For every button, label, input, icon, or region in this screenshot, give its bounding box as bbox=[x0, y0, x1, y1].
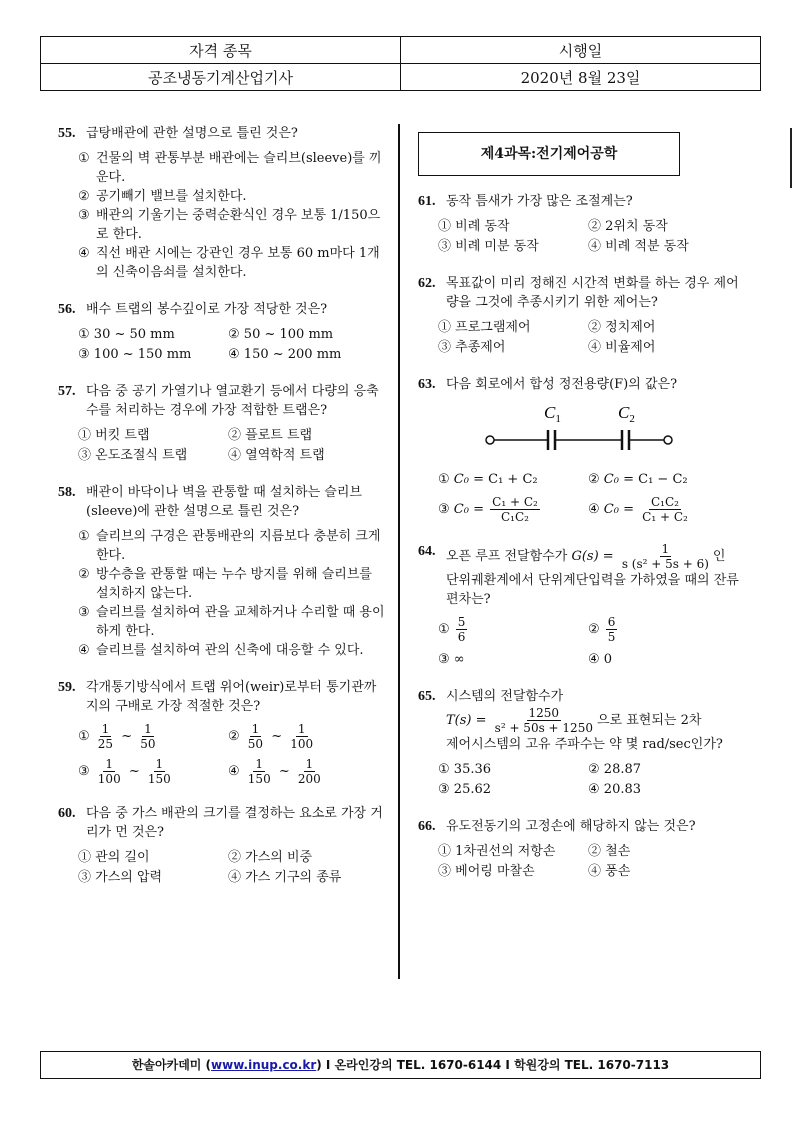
question-number: 62. bbox=[418, 276, 436, 291]
question-text: 다음 중 가스 배관의 크기를 결정하는 요소로 가장 거리가 먼 것은? bbox=[86, 806, 383, 840]
question-text: 오픈 루프 전달함수가 G(s) = $\frac{1}{\text{s (s² + 5s + 6)}}$ 인 단위궤환계에서 단위계단입력을 가하였을 때의 잔류편차는? bbox=[446, 542, 739, 607]
option-3: ③ 추종제어 bbox=[438, 340, 506, 355]
option-4: ④ C₀ = $\frac{\text{C₁C₂}}{\text{C₁ + C₂}}$ bbox=[588, 495, 688, 524]
option-4: ④ 직선 배관 시에는 강관인 경우 보통 60 m마다 1개의 신축이음쇠를 설치한다. bbox=[78, 246, 380, 280]
option-2: ② 가스의 비중 bbox=[228, 850, 313, 865]
question-number: 63. bbox=[418, 377, 436, 392]
option-1: ① 프로그램제어 bbox=[438, 320, 531, 335]
option-4: ④ 풍손 bbox=[588, 864, 631, 879]
question-text: 다음 중 공기 가열기나 열교환기 등에서 다량의 응축수를 처리하는 경우에 가장 적합한 트랩은? bbox=[86, 384, 379, 418]
question-58 bbox=[58, 483, 388, 660]
question-number: 65. bbox=[418, 689, 436, 704]
question-55 bbox=[58, 124, 388, 282]
footer-website-link[interactable]: www.inup.co.kr bbox=[211, 1058, 317, 1072]
header-label-subject: 자격 종목 bbox=[41, 37, 401, 64]
option-4: ④ 슬리브를 설치하여 관의 신축에 대응할 수 있다. bbox=[78, 643, 364, 658]
option-1: ① 30 ~ 50 mm bbox=[78, 327, 175, 342]
terminal-right bbox=[664, 436, 672, 444]
option-3: ③ 가스의 압력 bbox=[78, 870, 163, 885]
question-number: 60. bbox=[58, 806, 76, 821]
page-edge-mark bbox=[790, 128, 792, 188]
column-divider bbox=[398, 124, 400, 979]
question-57 bbox=[58, 382, 388, 465]
option-3: ③ 배관의 기울기는 중력순환식인 경우 보통 1/150으로 한다. bbox=[78, 208, 381, 242]
header-label-date: 시행일 bbox=[401, 37, 761, 64]
option-2: ② 방수층을 관통할 때는 누수 방지를 위해 슬리브를 설치하지 않는다. bbox=[78, 567, 372, 601]
question-60 bbox=[58, 804, 388, 887]
option-1: ① 버킷 트랩 bbox=[78, 428, 150, 443]
question-56 bbox=[58, 300, 388, 364]
option-1: ① $\frac{1}{25}$ ~ $\frac{1}{50}$ bbox=[78, 722, 156, 751]
question-63 bbox=[418, 375, 748, 524]
question-text: 목표값이 미리 정해진 시간적 변화를 하는 경우 제어량을 그것에 추종시키기 위한 제어는? bbox=[446, 276, 739, 310]
option-2: ② 공기빼기 밸브를 설치한다. bbox=[78, 189, 247, 204]
question-text: 동작 틈새가 가장 많은 조절계는? bbox=[446, 194, 633, 209]
question-64 bbox=[418, 542, 748, 669]
option-1: ① 슬리브의 구경은 관통배관의 지름보다 충분히 크게 한다. bbox=[78, 529, 381, 563]
option-4: ④ 150 ~ 200 mm bbox=[228, 347, 342, 362]
question-65 bbox=[418, 687, 748, 799]
option-3: ③ 25.62 bbox=[438, 782, 492, 797]
option-4: ④ $\frac{1}{150}$ ~ $\frac{1}{200}$ bbox=[228, 757, 321, 786]
option-2: ② 50 ~ 100 mm bbox=[228, 327, 334, 342]
question-66 bbox=[418, 817, 748, 881]
question-number: 57. bbox=[58, 384, 76, 399]
option-3: ③ 온도조절식 트랩 bbox=[78, 448, 188, 463]
question-text: 다음 회로에서 합성 정전용량(F)의 값은? bbox=[446, 377, 678, 392]
c2-label: $C_2$ bbox=[618, 403, 635, 425]
question-59 bbox=[58, 678, 388, 786]
option-2: ② $\frac{6}{5}$ bbox=[588, 615, 616, 644]
option-2: ② 28.87 bbox=[588, 762, 642, 777]
option-1: ① 35.36 bbox=[438, 762, 492, 777]
right-column bbox=[418, 124, 748, 899]
header-exam-date: 2020년 8월 23일 bbox=[401, 64, 761, 91]
option-2: ② 정치제어 bbox=[588, 320, 656, 335]
question-number: 55. bbox=[58, 126, 76, 141]
c1-label: $C_1$ bbox=[544, 403, 561, 425]
question-number: 56. bbox=[58, 302, 76, 317]
question-number: 64. bbox=[418, 544, 436, 559]
option-1: ① 관의 길이 bbox=[78, 850, 150, 865]
option-1: ① C₀ = C₁ + C₂ bbox=[438, 472, 538, 487]
footer-contact: ) I 온라인강의 TEL. 1670-6144 I 학원강의 TEL. 1670-7113 bbox=[316, 1058, 670, 1072]
question-number: 61. bbox=[418, 194, 436, 209]
question-number: 66. bbox=[418, 819, 436, 834]
question-61 bbox=[418, 192, 748, 256]
question-text: 각개통기방식에서 트랩 위어(weir)로부터 통기관까지의 구배로 가장 적절한 것은? bbox=[86, 680, 377, 714]
option-4: ④ 비율제어 bbox=[588, 340, 656, 355]
option-2: ② 플로트 트랩 bbox=[228, 428, 313, 443]
footer-academy: 한솔아카데미 ( bbox=[131, 1058, 212, 1072]
option-1: ① 비례 동작 bbox=[438, 219, 510, 234]
exam-header-table bbox=[40, 36, 761, 91]
option-3: ③ 100 ~ 150 mm bbox=[78, 347, 192, 362]
question-text: 시스템의 전달함수가 T(s) = $\frac{1250}{\text{s² + 50s + 1250}}$ 으로 표현되는 2차 제어시스템의 고유 주파수는 약 몇 rad/sec인가? bbox=[446, 689, 723, 752]
option-3: ③ 비례 미분 동작 bbox=[438, 239, 539, 254]
capacitor-circuit-diagram bbox=[478, 402, 748, 464]
terminal-left bbox=[486, 436, 494, 444]
option-3: ③ 슬리브를 설치하여 관을 교체하거나 수리할 때 용이하게 한다. bbox=[78, 605, 385, 639]
question-text: 유도전동기의 고정손에 해당하지 않는 것은? bbox=[446, 819, 696, 834]
question-number: 58. bbox=[58, 485, 76, 500]
option-3: ③ C₀ = $\frac{\text{C₁ + C₂}}{\text{C₁C₂}}$ bbox=[438, 495, 538, 524]
option-3: ③ ∞ bbox=[438, 652, 465, 667]
question-62 bbox=[418, 274, 748, 357]
question-text: 급탕배관에 관한 설명으로 틀린 것은? bbox=[86, 126, 298, 141]
header-exam-name: 공조냉동기계산업기사 bbox=[41, 64, 401, 91]
option-2: ② 철손 bbox=[588, 844, 631, 859]
question-text: 배관이 바닥이나 벽을 관통할 때 설치하는 슬리브(sleeve)에 관한 설명으로 틀린 것은? bbox=[86, 485, 362, 519]
option-1: ① $\frac{5}{6}$ bbox=[438, 615, 466, 644]
option-1: ① 1차권선의 저항손 bbox=[438, 844, 556, 859]
option-2: ② 2위치 동작 bbox=[588, 219, 668, 234]
page-footer bbox=[40, 1051, 761, 1079]
option-3: ③ 베어링 마찰손 bbox=[438, 864, 535, 879]
option-4: ④ 열역학적 트랩 bbox=[228, 448, 325, 463]
option-4: ④ 가스 기구의 종류 bbox=[228, 870, 342, 885]
option-2: ② C₀ = C₁ − C₂ bbox=[588, 472, 688, 487]
question-number: 59. bbox=[58, 680, 76, 695]
option-4: ④ 0 bbox=[588, 652, 613, 667]
option-3: ③ $\frac{1}{100}$ ~ $\frac{1}{150}$ bbox=[78, 757, 171, 786]
option-1: ① 건물의 벽 관통부분 배관에는 슬리브(sleeve)를 끼운다. bbox=[78, 151, 382, 185]
left-column bbox=[58, 124, 388, 905]
subject-title: 제4과목:전기제어공학 bbox=[418, 132, 680, 176]
question-text: 배수 트랩의 봉수깊이로 가장 적당한 것은? bbox=[86, 302, 328, 317]
option-4: ④ 20.83 bbox=[588, 782, 642, 797]
option-2: ② $\frac{1}{50}$ ~ $\frac{1}{100}$ bbox=[228, 722, 314, 751]
option-4: ④ 비례 적분 동작 bbox=[588, 239, 689, 254]
